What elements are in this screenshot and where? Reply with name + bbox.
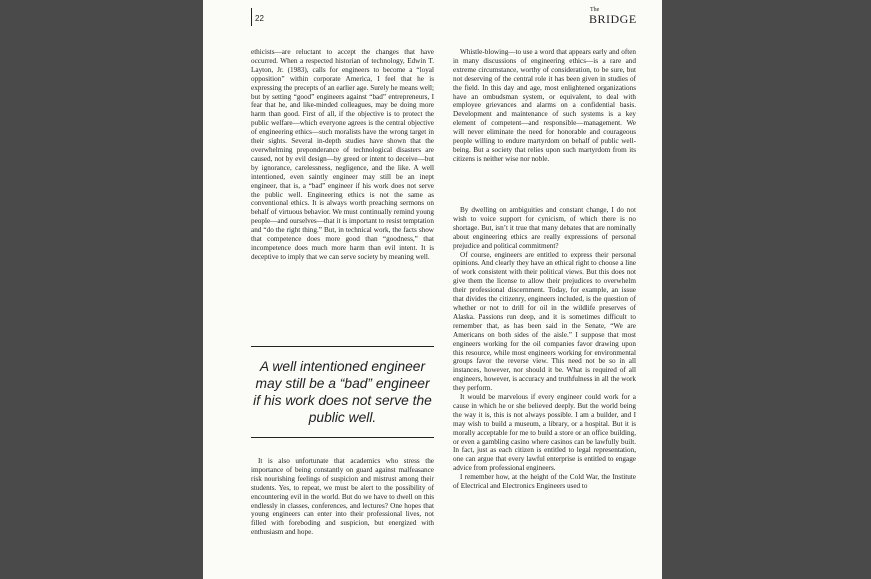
left-column-bottom xyxy=(251,457,434,537)
paragraph: Whistle-blowing—to use a word that appears early and often in many discussions of engineering ethics—is a rare and extreme circumstance, worthy of consideration, to be sure, but not deserving of the central role it has been given in studies of the field. In this day and age, most enlightened organizations have an ombudsman system, or equivalent, to deal with employee grievances and alarms on a confidential basis. Development and maintenance of such systems is a key element of competent—and responsible—management. We will never eliminate the need for honorable and courageous people willing to endure martyrdom on behalf of public well-being. But a society that relies upon such martyrdom from its citizens is neither wise nor noble. xyxy=(453,48,636,163)
masthead-logo xyxy=(589,7,637,25)
pull-quote-text: A well intentioned engineer may still be a “bad” engineer if his work does not serve the public well. xyxy=(253,359,432,425)
header-rule xyxy=(251,8,252,26)
paragraph: By dwelling on ambiguities and constant change, I do not wish to voice support for cynicism, of which there is no shortage. But, isn’t it true that many debates that are nominally about engineering ethics are really expressions of personal prejudice and political commitment? xyxy=(453,206,636,250)
page-number: 22 xyxy=(255,14,264,23)
pull-quote xyxy=(251,346,434,438)
paragraph: It is also unfortunate that academics who stress the importance of being constantly on guard against malfeasance risk nourishing feelings of suspicion and mistrust among their students. Yes, to repeat, we must be alert to the possibility of encountering evil in the world. But do we have to dwell on this endlessly in classes, conferences, and lectures? One hopes that young engineers can enter into their professional lives, not filled with foreboding and suspicion, but energized with enthusiasm and hope. xyxy=(251,457,434,537)
masthead-title: BRIDGE xyxy=(589,12,637,26)
right-column-top xyxy=(453,48,636,164)
paragraph: It would be marvelous if every engineer could work for a cause in which he or she believed deeply. But the world being the way it is, this is not always possible. I am a builder, and I may wish to build a museum, a library, or a hospital. But it is morally acceptable for me to build a store or an office building, or even a gambling casino where casinos can be lawfully built. In fact, just as each citizen is entitled to legal representation, one can argue that every lawful enterprise is entitled to engage advice from professional engineers. xyxy=(453,393,636,473)
masthead-small: The xyxy=(590,7,600,13)
right-column-lower xyxy=(453,206,636,491)
paragraph: ethicists—are reluctant to accept the changes that have occurred. When a respected historian of technology, Edwin T. Layton, Jr. (1983), calls for engineers to become a “loyal opposition” within corporate America, I feel that he is expressing the precepts of an earlier age. Surely he means well; but by setting “good” engineers against “bad” entrepreneurs, I fear that he, and like-minded colleagues, may be doing more harm than good. First of all, if the objective is to protect the public welfare—which everyone agrees is the central objective of engineering ethics—such moralists have the wrong target in their sights. Several in-depth studies have shown that the overwhelming preponderance of technological disasters are caused, not by evil design—by greed or intent to deceive—but by ignorance, carelessness, negligence, and the like. A well intentioned, even saintly engineer may still be an inept engineer, that is, a “bad” engineer if his work does not serve the public well. Engineering ethics is not the same as conventional ethics. It is always worth preaching sermons on behalf of virtuous behavior. We must continually remind young people—and ourselves—that it is important to resist temptation and “do the right thing.” But, in technical work, the facts show that competence does more good than “goodness,” that incompetence does much more harm than evil intent. It is deceptive to imply that we can serve society by meaning well. xyxy=(251,48,434,261)
paragraph: Of course, engineers are entitled to express their personal opinions. And clearly they have an ethical right to choose a line of work consistent with their political views. But this does not give them the license to allow their prejudices to overwhelm their professional discernment. Today, for example, an issue that divides the citizenry, engineers included, is the question of whether or not to drill for oil in the wildlife preserves of Alaska. Passions run deep, and it is sometimes difficult to remember that, as has been said in the Senate, “We are Americans on both sides of the aisle.” I suppose that most engineers working for the oil companies favor drawing upon this resource, while most engineers working for environmental groups favor the reverse view. This need not be so in all instances, however, nor should it be. What is required of all engineers, however, is accuracy and truthfulness in all the work they perform. xyxy=(453,250,636,393)
document-page xyxy=(203,0,662,579)
left-column-top xyxy=(251,48,434,262)
paragraph: I remember how, at the height of the Cold War, the Institute of Electrical and Electronics Engineers used to xyxy=(453,473,636,491)
